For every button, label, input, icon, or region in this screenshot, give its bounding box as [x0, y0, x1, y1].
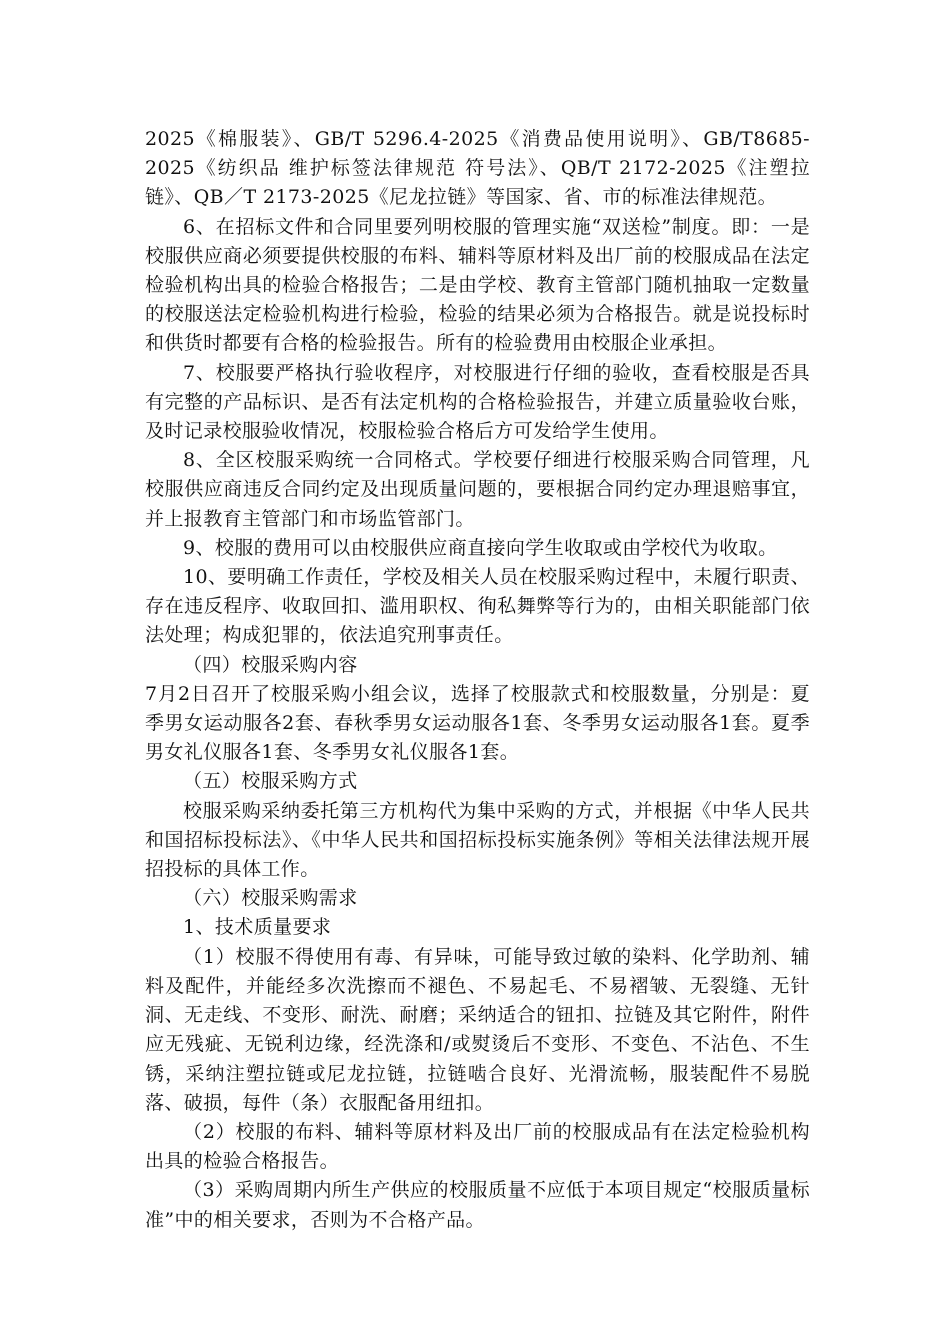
section-heading-5: （五）校服采购方式	[183, 770, 358, 793]
paragraph-requirement-3: （3）采购周期内所生产供应的校服质量不应低于本项目规定“校服质量标准”中的相关要求，否则为不合格产品。	[145, 1179, 810, 1231]
paragraph-procurement-method: 校服采购采纳委托第三方机构代为集中采购的方式，并根据《中华人民共和国招标投标法》、《中华人民共和国招标投标实施条例》等相关法律法规开展招投标的具体工作。	[145, 799, 810, 881]
paragraph-item-7: 7、校服要严格执行验收程序，对校服进行仔细的验收，查看校服是否具有完整的产品标识、是否有法定机构的合格检验报告，并建立质量验收台账，及时记录校服验收情况，校服检验合格后方可发给学生使用。	[145, 361, 810, 443]
paragraph-item-8: 8、全区校服采购统一合同格式。学校要仔细进行校服采购合同管理，凡校服供应商违反合同约定及出现质量问题的，要根据合同约定办理退赔事宜，并上报教育主管部门和市场监管部门。	[145, 449, 810, 530]
section-heading-4: （四）校服采购内容	[183, 653, 358, 676]
paragraph-item-6: 6、在招标文件和合同里要列明校服的管理实施“双送检”制度。即：一是校服供应商必须要提供校服的布料、辅料等原材料及出厂前的校服成品在法定检验机构出具的检验合格报告；二是由学校、教育主管部门随机抽取一定数量的校服送法定检验机构进行检验，检验的结果必须为合格报告。就是说投标时和供货时都要有合格的检验报告。所有的检验费用由校服企业承担。	[145, 215, 810, 355]
document-body	[145, 125, 810, 1235]
paragraph-procurement-content: 7月2日召开了校服采购小组会议，选择了校服款式和校服数量，分别是：夏季男女运动服各2套、春秋季男女运动服各1套、冬季男女运动服各1套。夏季男女礼仪服各1套、冬季男女礼仪服各1套。	[145, 682, 810, 764]
paragraph-requirement-2: （2）校服的布料、辅料等原材料及出厂前的校服成品有在法定检验机构出具的检验合格报告。	[145, 1120, 810, 1173]
paragraph-item-10: 10、要明确工作责任，学校及相关人员在校服采购过程中，未履行职责、存在违反程序、收取回扣、滥用职权、徇私舞弊等行为的，由相关职能部门依法处理；构成犯罪的，依法追究刑事责任。	[145, 566, 810, 647]
subheading-technical-quality: 1、技术质量要求	[183, 916, 332, 939]
paragraph-requirement-1: （1）校服不得使用有毒、有异味，可能导致过敏的染料、化学助剂、辅料及配件，并能经多次洗擦而不褪色、不易起毛、不易褶皱、无裂缝、无针洞、无走线、不变形、耐洗、耐磨；采纳适合的钮扣、拉链及其它附件，附件应无残疵、无锐利边缘，经洗涤和/或熨烫后不变形、不变色、不沾色、不生锈，采纳注塑拉链或尼龙拉链，拉链啮合良好、光滑流畅，服装配件不易脱落、破损，每件（条）衣服配备用纽扣。	[145, 945, 810, 1114]
section-heading-6: （六）校服采购需求	[183, 887, 358, 910]
paragraph-standards-continued: 2025《棉服装》、GB/T 5296.4-2025《消费品使用说明》、GB/T8685-2025《纺织品 维护标签法律规范 符号法》、QB/T 2172-2025《注塑拉链》、QB／T 2173-2025《尼龙拉链》等国家、省、市的标准法律规范。	[145, 128, 810, 209]
paragraph-item-9: 9、校服的费用可以由校服供应商直接向学生收取或由学校代为收取。	[183, 536, 778, 559]
